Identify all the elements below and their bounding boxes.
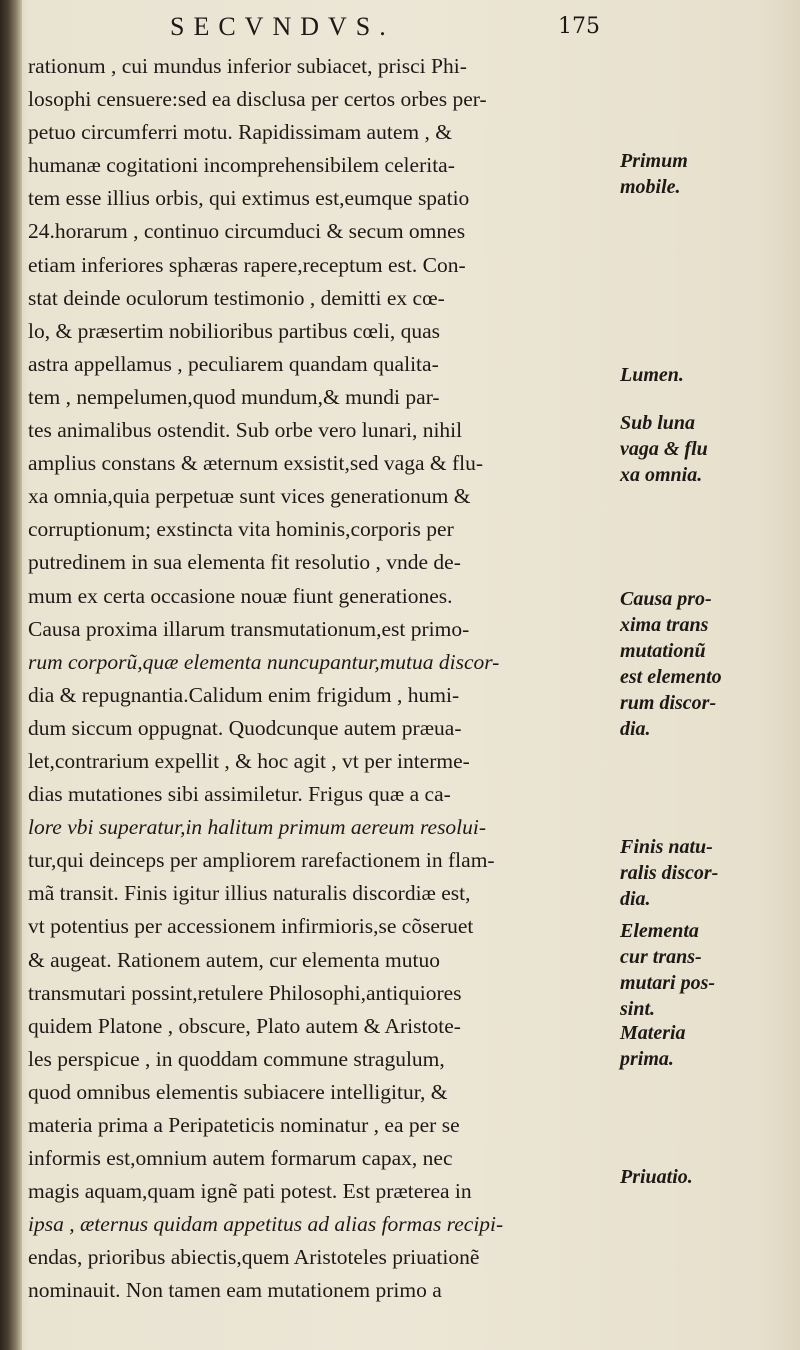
margin-note bbox=[620, 148, 688, 200]
text-line: putredinem in sua elementa fit resolutio , vnde de- bbox=[28, 550, 461, 575]
text-line: tem , nempelumen,quod mundum,& mundi par- bbox=[28, 384, 440, 409]
text-line: tur,qui deinceps per ampliorem rarefactionem in flam- bbox=[28, 848, 495, 873]
margin-note-line: vaga & flu bbox=[620, 438, 708, 460]
text-line: amplius constans & æternum exsistit,sed vaga & flu- bbox=[28, 451, 484, 476]
margin-note-line: mobile. bbox=[620, 176, 681, 198]
text-line: etiam inferiores sphæras rapere,receptum est. Con- bbox=[28, 252, 466, 277]
margin-notes bbox=[620, 0, 800, 1350]
text-line: astra appellamus , peculiarem quandam qualita- bbox=[28, 351, 439, 376]
margin-note-line: xa omnia. bbox=[620, 464, 703, 486]
margin-note-line: dia. bbox=[620, 888, 651, 910]
margin-note-line: Primum bbox=[620, 150, 688, 172]
text-line: let,contrarium expellit , & hoc agit , vt per interme- bbox=[28, 748, 470, 773]
margin-note-line: Priuatio. bbox=[620, 1166, 693, 1188]
text-line: magis aquam,quam ignẽ pati potest. Est præterea in bbox=[28, 1179, 472, 1204]
text-line: stat deinde oculorum testimonio , demitti ex cœ- bbox=[28, 285, 445, 310]
text-line: 24.horarum , continuo circumduci & secum omnes bbox=[28, 219, 466, 244]
text-line: dias mutationes sibi assimiletur. Frigus quæ a ca- bbox=[28, 782, 451, 807]
page-number: 175 bbox=[558, 14, 600, 39]
margin-note-line: xima trans bbox=[620, 614, 709, 636]
binding-gutter bbox=[0, 0, 22, 1350]
margin-note-line: ralis discor- bbox=[620, 862, 719, 884]
margin-note bbox=[620, 410, 708, 488]
text-line: quidem Platone , obscure, Plato autem & Aristote- bbox=[28, 1013, 461, 1038]
text-line: rum corporũ,quæ elementa nuncupantur,mutua discor- bbox=[28, 649, 500, 674]
margin-note bbox=[620, 586, 722, 742]
text-line: tes animalibus ostendit. Sub orbe vero lunari, nihil bbox=[28, 418, 463, 443]
text-line: xa omnia,quia perpetuæ sunt vices generationum & bbox=[28, 484, 471, 509]
text-line: informis est,omnium autem formarum capax, nec bbox=[28, 1146, 453, 1171]
text-line: les perspicue , in quoddam commune stragulum, bbox=[28, 1046, 445, 1071]
margin-note-line: dia. bbox=[620, 718, 651, 740]
margin-note-line: rum discor- bbox=[620, 692, 717, 714]
page-header bbox=[40, 12, 600, 46]
margin-note bbox=[620, 834, 718, 912]
text-line: ipsa , æternus quidam appetitus ad alias formas recipi- bbox=[28, 1212, 504, 1237]
margin-note-line: mutari pos- bbox=[620, 972, 716, 994]
text-line: dia & repugnantia.Calidum enim frigidum , humi- bbox=[28, 682, 460, 707]
margin-note-line: Materia bbox=[620, 1022, 686, 1044]
text-line: vt potentius per accessionem infirmioris,se cõseruet bbox=[28, 914, 474, 939]
running-title: SECVNDVS. bbox=[170, 12, 395, 41]
main-text bbox=[28, 50, 618, 1308]
text-line: mum ex certa occasione nouæ fiunt generationes. bbox=[28, 583, 453, 608]
margin-note-line: prima. bbox=[620, 1048, 674, 1070]
text-line: & augeat. Rationem autem, cur elementa mutuo bbox=[28, 947, 440, 972]
text-line: transmutari possint,retulere Philosophi,antiquiores bbox=[28, 980, 462, 1005]
text-line: tem esse illius orbis, qui extimus est,eumque spatio bbox=[28, 186, 470, 211]
text-line: quod omnibus elementis subiacere intelligitur, & bbox=[28, 1079, 448, 1104]
margin-note bbox=[620, 1164, 693, 1190]
text-line: petuo circumferri motu. Rapidissimam autem , & bbox=[28, 120, 452, 145]
text-line: endas, prioribus abiectis,quem Aristoteles priuationẽ bbox=[28, 1245, 480, 1270]
text-line: mã transit. Finis igitur illius naturalis discordiæ est, bbox=[28, 881, 471, 906]
text-line: rationum , cui mundus inferior subiacet, prisci Phi- bbox=[28, 54, 467, 78]
text-line: materia prima a Peripateticis nominatur , ea per se bbox=[28, 1113, 460, 1137]
margin-note-line: Lumen. bbox=[620, 364, 684, 386]
text-line: dum siccum oppugnat. Quodcunque autem præua- bbox=[28, 715, 462, 740]
margin-note-line: est elemento bbox=[620, 666, 722, 688]
text-line: Causa proxima illarum transmutationum,est primo- bbox=[28, 616, 470, 641]
margin-note bbox=[620, 362, 684, 388]
margin-note-line: cur trans- bbox=[620, 946, 702, 968]
text-line: lo, & præsertim nobilioribus partibus cœli, quas bbox=[28, 318, 441, 343]
text-line: corruptionum; exstincta vita hominis,corporis per bbox=[28, 517, 454, 542]
text-line: nominauit. Non tamen eam mutationem primo a bbox=[28, 1278, 442, 1303]
margin-note-line: sint. bbox=[620, 998, 656, 1020]
margin-note-line: Finis natu- bbox=[620, 836, 713, 858]
margin-note bbox=[620, 918, 715, 1022]
text-line: humanæ cogitationi incomprehensibilem celerita- bbox=[28, 153, 455, 178]
margin-note-line: Causa pro- bbox=[620, 588, 712, 610]
margin-note bbox=[620, 1020, 686, 1072]
text-line: lore vbi superatur,in halitum primum aereum resolui- bbox=[28, 815, 487, 840]
text-line: losophi censuere:sed ea disclusa per certos orbes per- bbox=[28, 87, 487, 112]
margin-note-line: mutationũ bbox=[620, 640, 706, 662]
margin-note-line: Elementa bbox=[620, 920, 699, 942]
margin-note-line: Sub luna bbox=[620, 412, 696, 434]
